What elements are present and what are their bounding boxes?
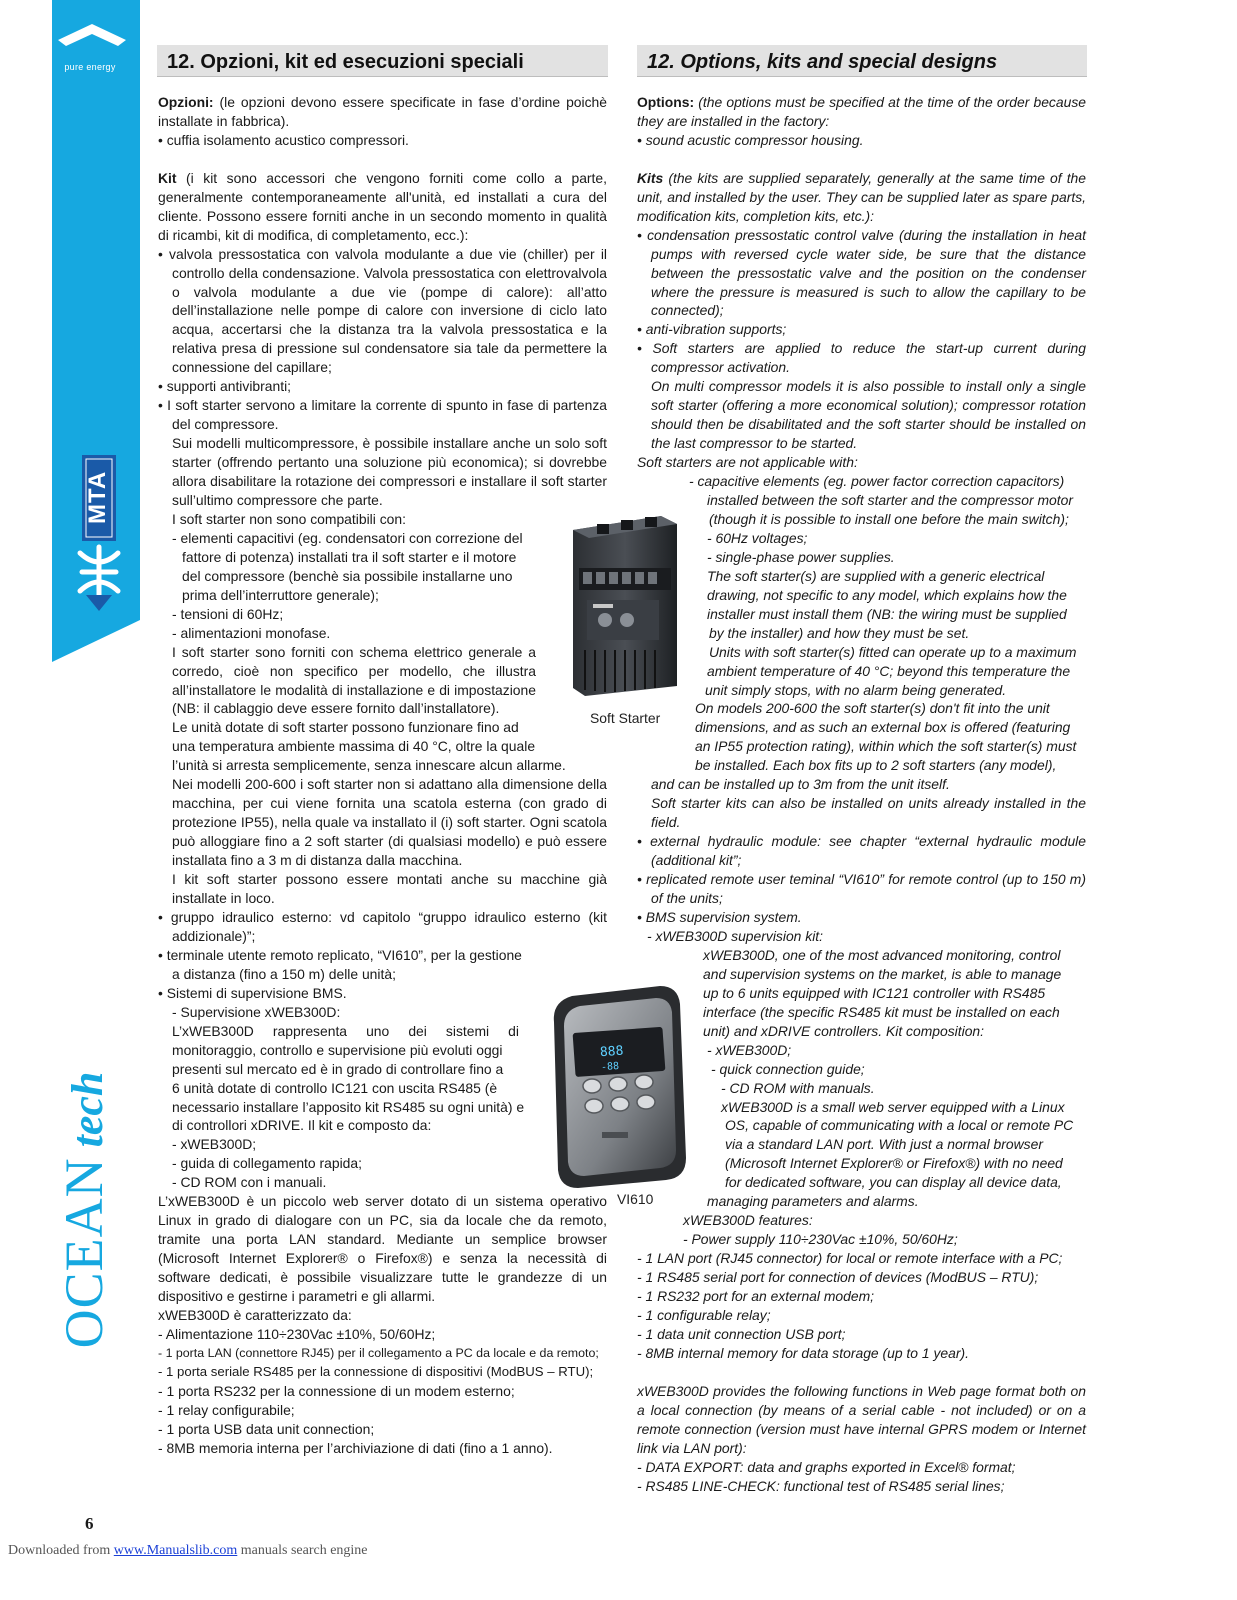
- soft-starter-image: [565, 510, 683, 698]
- soft-cap-line: installed between the soft starter and the compressor motor: [707, 492, 1073, 508]
- soft-temp-line: una temperatura ambiente massima di 40 °C, oltre la quale: [172, 738, 536, 755]
- soft-supply-line: The soft starter(s) are supplied with a generic electrical: [707, 567, 1045, 584]
- kit-text: (i kit sono accessori che vengono forniti come collo a parte, generalmente contemporaneamente all'unità, ed installati a cura del cliente. Possono essere forniti anche in un secondo momento in qualità di ricambi, kit di modifica, di completamento, ecc.):: [158, 169, 607, 243]
- feature-line: - 1 porta USB data unit connection;: [158, 1420, 375, 1437]
- soft-temp-line: unit simply stops, with no alarm being generated.: [705, 681, 1007, 698]
- features-title: xWEB300D è caratterizzato da:: [158, 1306, 352, 1323]
- feature-line: - 1 porta LAN (connettore RJ45) per il collegamento a PC da locale e da remoto;: [158, 1345, 599, 1360]
- italian-column: [158, 93, 607, 1458]
- xweb-desc-line: and supervision systems on the market, is able to manage: [703, 965, 1062, 982]
- features-title: xWEB300D features:: [683, 1212, 813, 1229]
- feature-line: - Alimentazione 110÷230Vac ±10%, 50/60Hz;: [158, 1325, 436, 1342]
- soft-temp-line: ambient temperature of 40 °C; beyond this temperature the: [707, 662, 1071, 679]
- soft-starter-caption: Soft Starter: [590, 710, 661, 726]
- kit-soft-item: • Soft starters are applied to reduce the start-up current during compressor activation.: [637, 340, 1086, 376]
- server-line: managing parameters and alarms.: [707, 1193, 919, 1210]
- feature-line: - 1 data unit connection USB port;: [637, 1325, 846, 1342]
- kit-component: - quick connection guide;: [711, 1060, 865, 1077]
- supervision-line: - xWEB300D supervision kit:: [647, 927, 824, 944]
- server-line: via a standard LAN port. With just a normal browser: [725, 1136, 1043, 1153]
- options-item: • sound acustic compressor housing.: [637, 131, 864, 148]
- kit-label: Kit: [158, 169, 177, 186]
- terminal-item: • replicated remote user teminal “VI610” for remote control (up to 150 m) of the units;: [637, 871, 1086, 907]
- footer-link[interactable]: www.Manualslib.com: [113, 1543, 238, 1558]
- soft-kits-text: Soft starter kits can also be installed on units already installed in the field.: [651, 795, 1086, 831]
- soft-models-line: dimensions, and as such an external box is offered (featuring: [695, 719, 1071, 736]
- vi610-display-line2: -88: [600, 1060, 620, 1074]
- feature-line: - 1 porta RS232 per la connessione di un modem esterno;: [158, 1382, 515, 1399]
- soft-models-line: and can be installed up to 3m from the unit itself.: [651, 776, 950, 793]
- xweb-desc-line: unit) and xDRIVE controllers. Kit composition:: [703, 1022, 985, 1039]
- xweb-desc-line: 6 unità dotate di controllo IC121 con uscita RS485 (è: [172, 1079, 498, 1096]
- feature-line: - 1 porta seriale RS485 per la connessione di dispositivi (ModBUS – RTU);: [158, 1363, 594, 1379]
- feature-line: - 1 relay configurabile;: [158, 1401, 295, 1418]
- page-number: 6: [85, 1514, 94, 1533]
- english-column: [637, 93, 1086, 1496]
- soft-cap-line: del compressore (benchè sia possibile installarne uno: [182, 567, 513, 584]
- footer: [8, 1543, 368, 1559]
- kit-component: - xWEB300D;: [172, 1136, 257, 1153]
- section-header-en: 12. Options, kits and special designs: [637, 45, 1087, 77]
- server-line: xWEB300D is a small web server equipped with a Linux: [721, 1098, 1065, 1115]
- web-functions-text: xWEB300D provides the following functions in Web page format both on a local connection (by means of a serial cable - not included) or on a remote connection (version must have internal GPRS modem or Internet link via LAN port):: [637, 1382, 1086, 1456]
- server-text: L’xWEB300D è un piccolo web server dotato di un sistema operativo Linux in grado di dialogare con un PC, sia da locale che da remoto, tramite una porta LAN standard. Mediante un semplice browser (Microsoft Internet Explorer® o Firefox®) e senza la necessità di software dedicati, è possibile visualizzare tutte le grandezze di un dispositivo e gestirne i parametri e gli allarmi.: [158, 1193, 607, 1305]
- kit-soft-item: • I soft starter servono a limitare la corrente di spunto in fase di partenza del compressore.: [158, 397, 607, 433]
- soft-60hz-line: - 60Hz voltages;: [707, 529, 808, 546]
- vi610-display-line1: 888: [599, 1043, 624, 1061]
- soft-incompat-text: I soft starter non sono compatibili con:: [172, 510, 406, 527]
- server-line: for dedicated software, you can display all device data,: [725, 1174, 1062, 1191]
- soft-mono-line: - alimentazioni monofase.: [172, 624, 331, 641]
- kit-supports-item: • anti-vibration supports;: [637, 321, 787, 338]
- kit-supports-item: • supporti antivibranti;: [158, 378, 292, 395]
- options-paragraph: [637, 93, 1086, 131]
- soft-supply-line: drawing, not specific to any model, which explains how the: [707, 586, 1067, 603]
- soft-mono-line: - single-phase power supplies.: [707, 548, 895, 565]
- hydraulic-item: • gruppo idraulico esterno: vd capitolo “gruppo idraulico esterno (kit addizionale)”;: [158, 908, 607, 944]
- web-function-line: - DATA EXPORT: data and graphs exported in Excel® format;: [637, 1458, 1016, 1475]
- soft-supply-line: installer must install them (NB: the wiring must be supplied: [707, 605, 1067, 622]
- kit-component: - CD ROM con i manuali.: [172, 1174, 327, 1191]
- terminal-item: • terminale utente remoto replicato, “VI610”, per la gestione: [158, 946, 522, 963]
- soft-temp-line: Units with soft starter(s) fitted can operate up to a maximum: [709, 643, 1077, 660]
- options-label: Options:: [637, 94, 695, 110]
- ocean-tech-brand: [34, 1071, 134, 1349]
- brand-ocean: OCEAN: [54, 1157, 114, 1349]
- bms-item: • BMS supervision system.: [637, 908, 802, 925]
- xweb-desc-line: presenti sul mercato ed è in grado di controllare fino a: [172, 1060, 504, 1077]
- options-item: • cuffia isolamento acustico compressori.: [158, 131, 409, 148]
- kit-paragraph: [158, 169, 607, 245]
- kit-valve-item: • condensation pressostatic control valve (during the installation in heat pumps with reversed cycle water side, be sure that the distance between the pressostatic valve and the position on the condenser where the pressure is measured is such to allow the capillary to be connected);: [637, 226, 1086, 319]
- vi610-terminal-image: [548, 982, 688, 1190]
- section-header-it: 12. Opzioni, kit ed esecuzioni speciali: [157, 45, 608, 77]
- soft-models-line: an IP55 protection rating), within which the soft starter(s) must: [695, 738, 1077, 755]
- feature-line: - 1 RS232 port for an external modem;: [637, 1288, 875, 1305]
- brand-tech: tech: [63, 1071, 112, 1148]
- xweb-desc-line: necessario installare l’apposito kit RS485 su ogni unità) e: [172, 1098, 525, 1115]
- soft-models-line: be installed. Each box fits up to 2 soft starters (any model),: [695, 757, 1057, 774]
- web-function-line: - RS485 LINE-CHECK: functional test of RS485 serial lines;: [637, 1477, 1005, 1494]
- xweb-desc-line: L’xWEB300D rappresenta uno dei sistemi di: [172, 1022, 519, 1039]
- xweb-desc-line: interface (the specific RS485 kit must be installed on each: [703, 1003, 1060, 1020]
- soft-multi-text: Sui modelli multicompressore, è possibile installare anche un solo soft starter (offrendo pertanto una soluzione più economica); si dovrebbe allora disabilitare la rotazione dei compressori e installare il soft starter sull’ultimo compressore che parte.: [172, 435, 607, 508]
- kit-component: - xWEB300D;: [707, 1041, 792, 1058]
- vi610-caption: VI610: [617, 1191, 654, 1207]
- feature-line: - 1 RS485 serial port for connection of devices (ModBUS – RTU);: [637, 1269, 1039, 1286]
- bms-item: • Sistemi di supervisione BMS.: [158, 984, 347, 1001]
- soft-schema-text: I soft starter sono forniti con schema elettrico generale a corredo, cioè non specifico per modello, che illustra all’installatore le modalità di installazione e di impostazione (NB: il cablaggio deve essere fornito dall’installatore).: [172, 643, 536, 717]
- xweb-desc-line: up to 6 units equipped with IC121 controller with RS485: [703, 984, 1046, 1001]
- soft-temp-line: l’unità si arresta semplicemente, senza innescare alcun allarme.: [172, 757, 566, 774]
- soft-cap-line: prima dell’interruttore generale);: [182, 586, 379, 603]
- feature-line: - 8MB memoria interna per l’archiviazione di dati (fino a 1 anno).: [158, 1439, 553, 1456]
- options-label: Opzioni:: [158, 94, 214, 110]
- xweb-desc-line: xWEB300D, one of the most advanced monitoring, control: [703, 946, 1061, 963]
- footer-prefix: Downloaded from: [8, 1543, 114, 1558]
- supervision-line: - Supervisione xWEB300D:: [172, 1003, 341, 1020]
- soft-na-text: Soft starters are not applicable with:: [637, 454, 858, 471]
- soft-kits-text: I kit soft starter possono essere montati anche su macchine già installate in loco.: [172, 871, 607, 907]
- soft-supply-line: by the installer) and how they must be set.: [709, 624, 970, 641]
- options-text: (le opzioni devono essere specificate in fase d’ordine poichè installate in fabbrica).: [158, 94, 607, 129]
- soft-cap-line: - elementi capacitivi (eg. condensatori con correzione del: [172, 529, 523, 546]
- soft-cap-line: (though it is possible to install one before the main switch);: [709, 510, 1069, 527]
- soft-models-text: Nei modelli 200-600 i soft starter non si adattano alla dimensione della macchina, per cui viene fornita una scatola esterna (con grado di protezione IP55), nella quale va installato il (i) soft starter. Ogni scatola può alloggiare fino a 2 soft starter (di qualsiasi modello) e può essere installata fino a 3 m di distanza dalla macchina.: [172, 776, 607, 869]
- server-line: (Microsoft Internet Explorer® or Firefox®) with no need: [725, 1155, 1063, 1172]
- xweb-desc-line: monitoraggio, controllo e supervisione più evoluti oggi: [172, 1041, 503, 1058]
- kit-component: - CD ROM with manuals.: [721, 1079, 875, 1096]
- terminal-item-cont: a distanza (fino a 150 m) delle unità;: [172, 965, 396, 982]
- kit-label: Kits: [637, 169, 664, 186]
- xweb-desc-line: di controllori xDRIVE. Il kit e composto da:: [172, 1117, 432, 1134]
- feature-line: - Power supply 110÷230Vac ±10%, 50/60Hz;: [683, 1231, 958, 1248]
- feature-line: - 1 configurable relay;: [637, 1306, 771, 1323]
- soft-multi-text: On multi compressor models it is also possible to install only a single soft starter (offering a more economical solution); compressor rotation should then be disabilitated and the soft starter should be installed on the last compressor to be started.: [651, 378, 1086, 452]
- soft-cap-line: - capacitive elements (eg. power factor correction capacitors): [689, 473, 1065, 490]
- feature-line: - 8MB internal memory for data storage (up to 1 year).: [637, 1344, 969, 1361]
- brand-tagline: pure energy: [64, 62, 116, 72]
- kit-component: - guida di collegamento rapida;: [172, 1155, 362, 1172]
- options-paragraph: [158, 93, 607, 131]
- kit-valve-item: • valvola pressostatica con valvola modulante a due vie (chiller) per il controllo della condensazione. Valvola pressostatica con elettrovalvola o valvola modulante a due vie (pompe di calore): all’atto dell’installazione nelle pompe di calore con inversione di ciclo lato acqua, accertarsi che la distanza tra la valvola pressostatica e la relativa presa di pressione sul condensatore sia tale da permettere la connessione del capillare;: [158, 245, 607, 376]
- soft-temp-line: Le unità dotate di soft starter possono funzionare fino ad: [172, 719, 519, 736]
- mta-logo-text: MTA: [84, 470, 111, 524]
- kit-paragraph: [637, 169, 1086, 226]
- feature-line: - 1 LAN port (RJ45 connector) for local or remote interface with a PC;: [637, 1250, 1063, 1267]
- soft-models-line: On models 200-600 the soft starter(s) don't fit into the unit: [695, 700, 1050, 717]
- server-line: OS, capable of communicating with a local or remote PC: [725, 1117, 1074, 1134]
- soft-cap-line: fattore di potenza) installati tra il soft starter e il motore: [182, 548, 517, 565]
- kit-text: (the kits are supplied separately, generally at the same time of the unit, and installed by the user. They can be supplied later as spare parts, modification kits, completion kits, etc.):: [637, 169, 1087, 224]
- hydraulic-item: • external hydraulic module: see chapter “external hydraulic module (additional kit”;: [637, 833, 1086, 869]
- soft-60hz-line: - tensioni di 60Hz;: [172, 605, 284, 622]
- footer-suffix: manuals search engine: [237, 1543, 368, 1558]
- options-text: (the options must be specified at the time of the order because they are installed in the factory:: [637, 94, 1087, 129]
